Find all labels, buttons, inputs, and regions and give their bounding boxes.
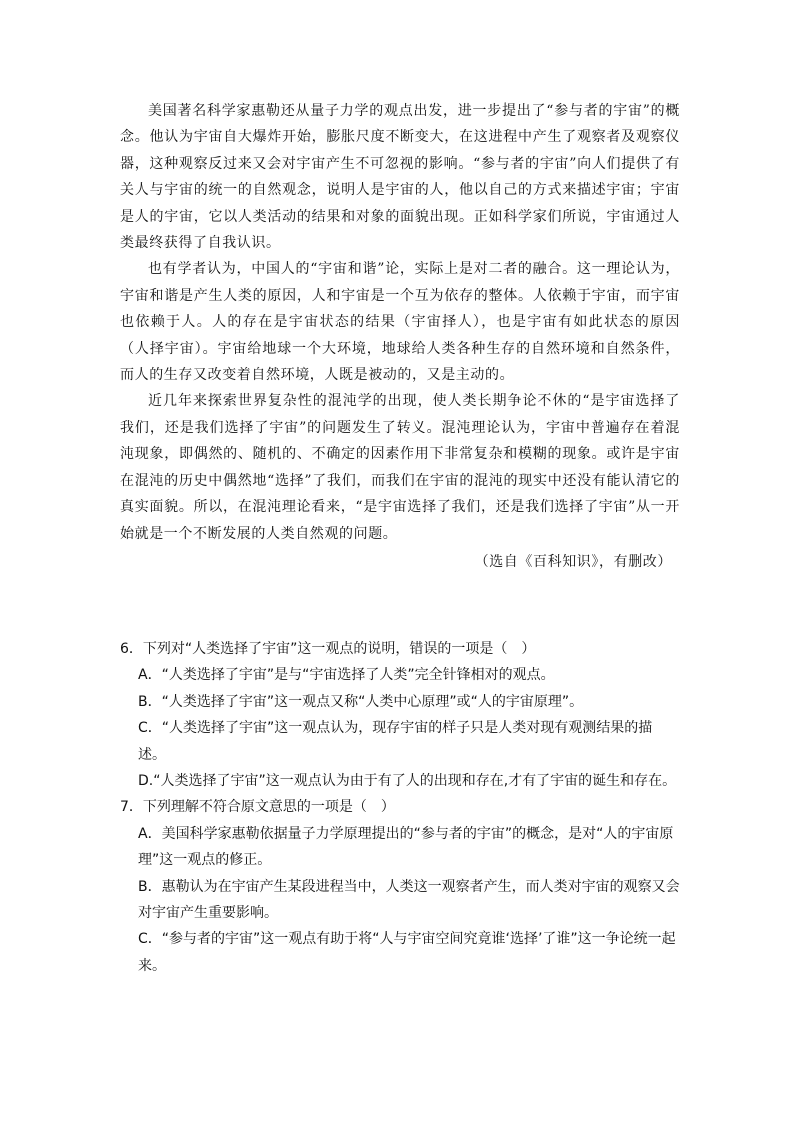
option-c: C．“参与者的宇宙”这一观点有助于将“人与宇宙空间究竟谁‘选择’了谁”这一争论统一起来。 <box>138 931 676 974</box>
option-d: D.“人类选择了宇宙”这一观点认为由于有了人的出现和存在,才有了宇宙的诞生和存在。 <box>138 773 677 790</box>
option-b: B．“人类选择了宇宙”这一观点又称“人类中心原理”或“人的宇宙原理”。 <box>138 693 584 710</box>
question-7 <box>120 794 680 979</box>
option-a: A．“人类选择了宇宙”是与“宇宙选择了人类”完全针锋相对的观点。 <box>138 667 555 684</box>
question-6 <box>120 636 680 794</box>
option-c: C．“人类选择了宇宙”这一观点认为，现存宇宙的样子只是人类对现有观测结果的描述。 <box>138 720 653 763</box>
passage-paragraph-2: 也有学者认为，中国人的“宇宙和谐”论，实际上是对二者的融合。这一理论认为，宇宙和谐是产生人类的原因，人和宇宙是一个互为依存的整体。人依赖于宇宙，而宇宙也依赖于人。人的存在是宇宙状态的结果（宇宙择人），也是宇宙有如此状态的原因（人择宇宙）。宇宙给地球一个大环境，地球给人类各种生存的自然环境和自然条件，而人的生存又改变着自然环境，人既是被动的，又是主动的。 <box>120 261 680 384</box>
reading-passage <box>120 98 680 575</box>
question-list <box>120 636 680 979</box>
passage-source: （选自《百科知识》，有删改） <box>474 553 672 570</box>
question-stem: 6．下列对“人类选择了宇宙”这一观点的说明，错误的一项是（ ） <box>120 641 536 657</box>
passage-paragraph-3: 近几年来探索世界复杂性的混沌学的出现，使人类长期争论不休的“是宇宙选择了我们，还是我们选择了宇宙”的问题发生了转义。混沌理论认为，宇宙中普遍存在着混沌现象，即偶然的、随机的、不确定的因素作用下非常复杂和模糊的现象。或许是宇宙在混沌的历史中偶然地“选择”了我们，而我们在宇宙的混沌的现实中还没有能认清它的真实面貌。所以，在混沌理论看来，“是宇宙选择了我们，还是我们选择了宇宙”从一开始就是一个不断发展的人类自然观的问题。 <box>120 393 680 542</box>
question-stem: 7．下列理解不符合原文意思的一项是（ ） <box>120 799 395 816</box>
passage-paragraph-1: 美国著名科学家惠勒还从量子力学的观点出发，进一步提出了“参与者的宇宙”的概念。他认为宇宙自大爆炸开始，膨胀尺度不断变大，在这进程中产生了观察者及观察仪器，这种观察反过来又会对宇宙产生不可忽视的影响。“参与者的宇宙”向人们提供了有关人与宇宙的统一的自然观念，说明人是宇宙的人，他以自己的方式来描述宇宙；宇宙是人的宇宙，它以人类活动的结果和对象的面貌出现。正如科学家们所说，宇宙通过人类最终获得了自我认识。 <box>120 103 680 252</box>
option-a: A．美国科学家惠勒依据量子力学原理提出的“参与者的宇宙”的概念，是对“人的宇宙原理”这一观点的修正。 <box>138 825 674 869</box>
option-b: B．惠勒认为在宇宙产生某段进程当中，人类这一观察者产生，而人类对宇宙的观察又会对宇宙产生重要影响。 <box>138 878 680 922</box>
